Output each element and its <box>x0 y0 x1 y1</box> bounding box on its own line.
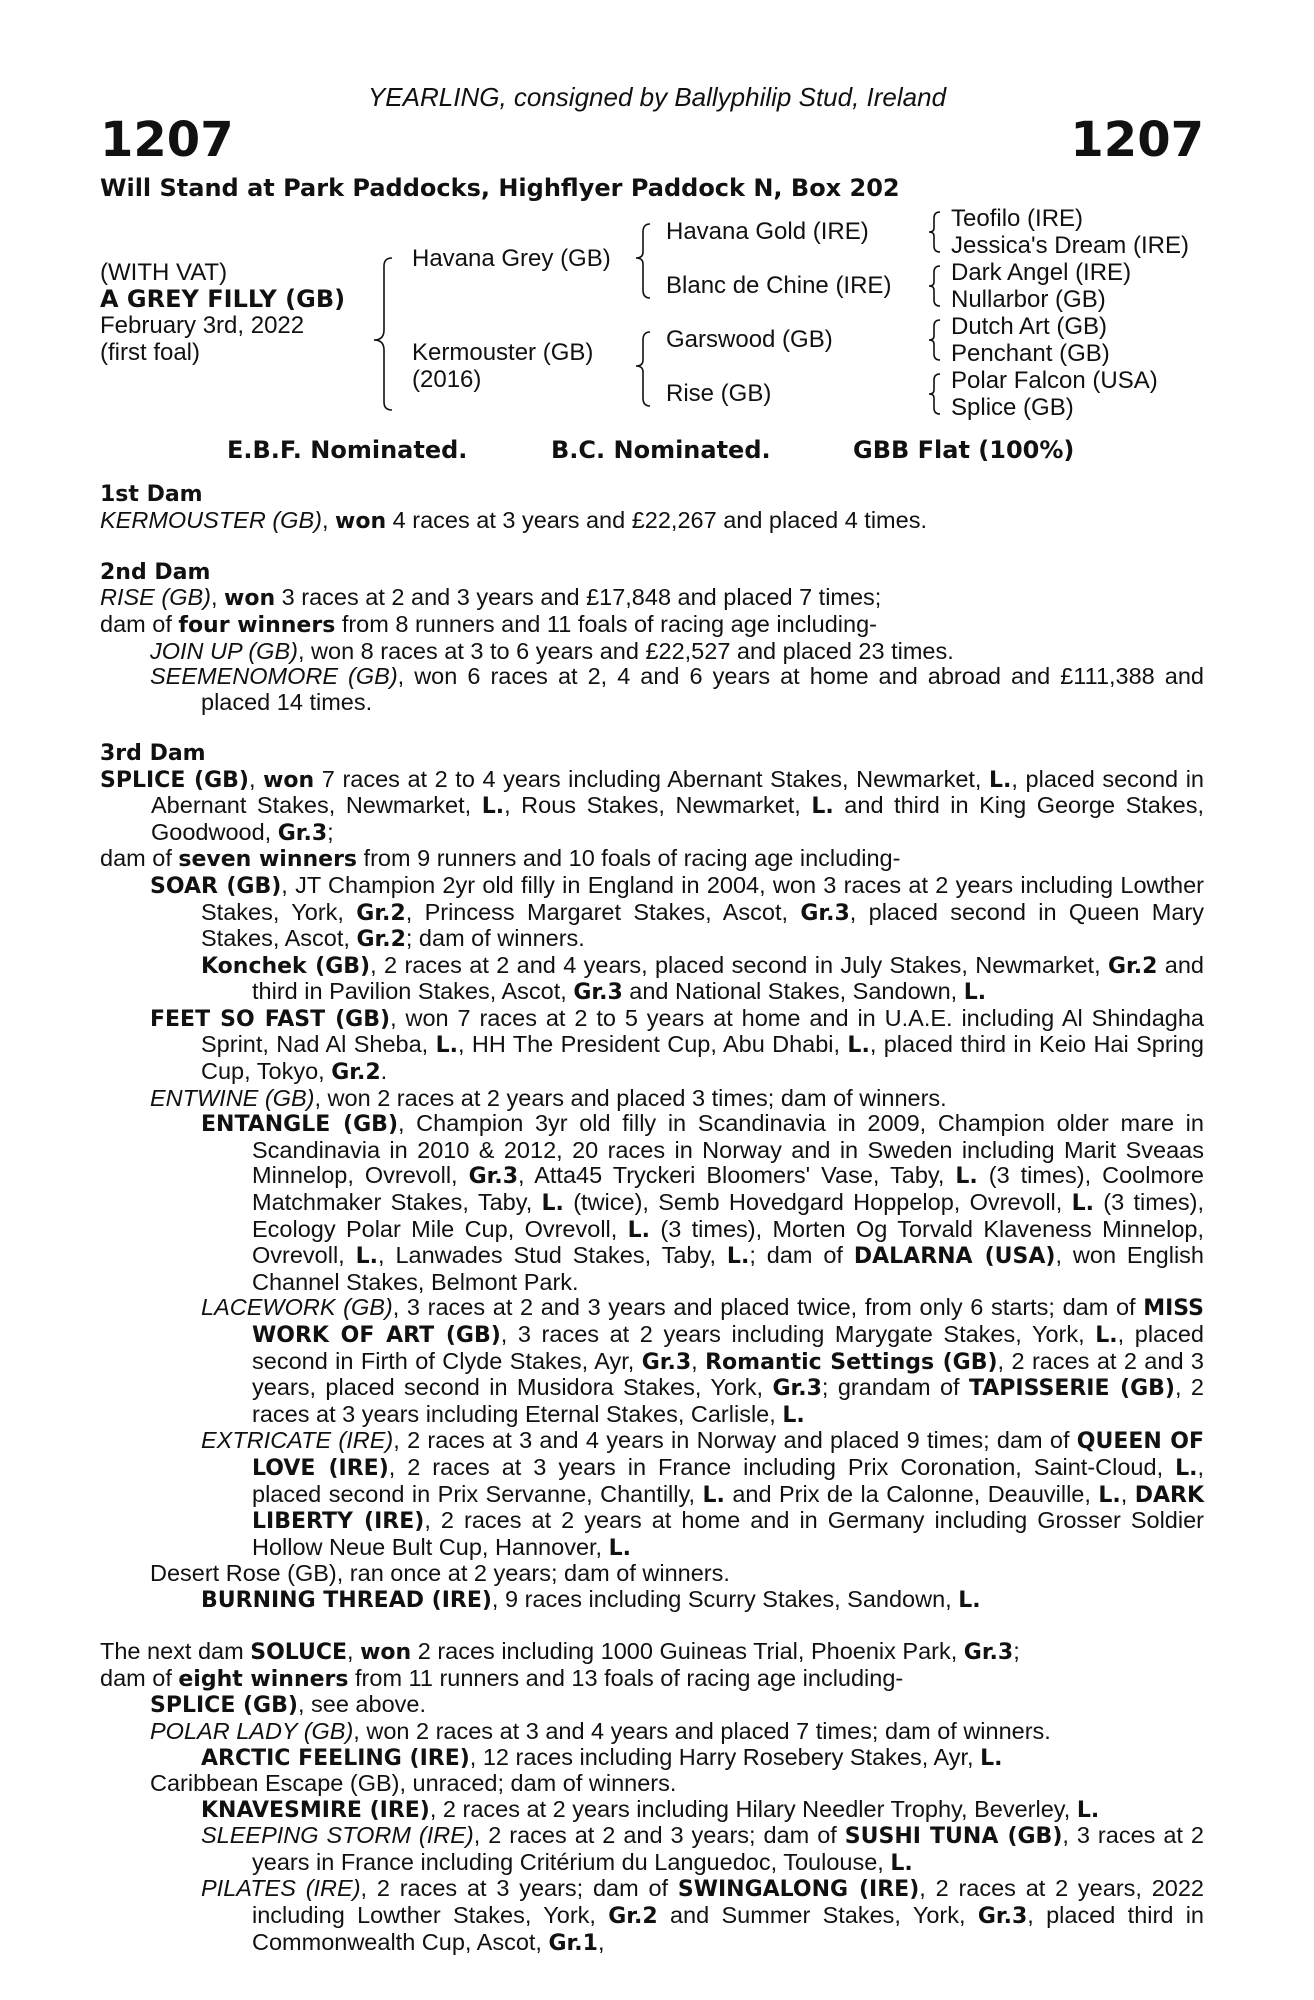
sire-name: Havana Grey (GB) <box>412 245 611 272</box>
sire-sire-name: Havana Gold (IRE) <box>666 218 869 245</box>
vat-note: (WITH VAT) <box>100 259 228 286</box>
gbb-nomination: GBB Flat (100%) <box>853 436 1075 464</box>
third-dam-record: SPLICE (GB), won 7 races at 2 to 4 years including Abernant Stakes, Newmarket, L., placed second in Abernant Stakes, Newmarket, L., Rous Stakes, Newmarket, L. and third in King George Stakes, Goodwood, Gr.3; <box>100 765 1204 846</box>
brace-g4 <box>929 374 940 414</box>
ebf-nomination: E.B.F. Nominated. <box>227 436 468 464</box>
foaling-date: February 3rd, 2022 <box>100 312 305 339</box>
produce-feet-so-fast: FEET SO FAST (GB), won 7 races at 2 to 5 years at home and in U.A.E. including Al Shindagha Sprint, Nad Al Sheba, L., HH The President Cup, Abu Dhabi, L., placed third in Keio Hai Spring Cup, Tokyo, Gr.2. <box>150 1004 1205 1086</box>
third-dam-heading: 3rd Dam <box>100 740 206 766</box>
lot-number-left: 1207 <box>100 112 234 168</box>
second-dam-record: RISE (GB), won 3 races at 2 and 3 years and £17,848 and placed 7 times; <box>100 584 882 612</box>
produce-knavesmire: KNAVESMIRE (IRE), 2 races at 2 years including Hilary Needler Trophy, Beverley, L. <box>201 1795 1100 1823</box>
grandsire-7: Polar Falcon (USA) <box>951 367 1158 394</box>
produce-arctic-feeling: ARCTIC FEELING (IRE), 12 races including Harry Rosebery Stakes, Ayr, L. <box>201 1743 1003 1771</box>
produce-polar-lady: POLAR LADY (GB), won 2 races at 3 and 4 years and placed 7 times; dam of winners. <box>150 1717 1051 1744</box>
brace-g2 <box>929 266 940 306</box>
third-dam-produce: dam of seven winners from 9 runners and 10 foals of racing age including- <box>100 845 901 873</box>
consignor-subtitle: YEARLING, consigned by Ballyphilip Stud, Ireland <box>367 82 947 112</box>
brace-main <box>374 258 392 410</box>
produce-burning-thread: BURNING THREAD (IRE), 9 races including Scurry Stakes, Sandown, L. <box>201 1585 981 1613</box>
dam-name: Kermouster (GB) <box>412 339 594 366</box>
grandsire-1: Teofilo (IRE) <box>951 205 1084 232</box>
produce-soar: SOAR (GB), JT Champion 2yr old filly in England in 2004, won 3 races at 2 years including Lowther Stakes, York, Gr.2, Princess Margaret Stakes, Ascot, Gr.3, placed second in Queen Mary Stakes, Ascot, Gr.2; dam of winners. <box>150 871 1204 953</box>
lot-number-right: 1207 <box>1070 112 1204 168</box>
grandsire-4: Nullarbor (GB) <box>951 286 1106 313</box>
first-dam-heading: 1st Dam <box>100 482 203 507</box>
sire-dam-name: Blanc de Chine (IRE) <box>666 272 892 299</box>
grandsire-6: Penchant (GB) <box>951 340 1110 367</box>
grandsire-8: Splice (GB) <box>951 394 1074 421</box>
dam-dam-name: Rise (GB) <box>666 380 772 407</box>
stand-location: Will Stand at Park Paddocks, Highflyer Paddock N, Box 202 <box>100 174 900 202</box>
produce-record <box>100 482 1204 1956</box>
produce-lacework: LACEWORK (GB), 3 races at 2 and 3 years and placed twice, from only 6 starts; dam of MISS WORK OF ART (GB), 3 races at 2 years including Marygate Stakes, York, L., placed second in Firth of Clyde Stakes, Ayr, Gr.3, Romantic Settings (GB), 2 races at 2 and 3 years, placed second in Musidora Stakes, York, Gr.3; grandam of TAPISSERIE (GB), 2 races at 3 years including Eternal Stakes, Carlisle, L. <box>201 1294 1204 1428</box>
produce-join-up: JOIN UP (GB), won 8 races at 3 to 6 years and £22,527 and placed 23 times. <box>150 637 954 664</box>
brace-dam <box>636 332 650 406</box>
produce-entangle: ENTANGLE (GB), Champion 3yr old filly in Scandinavia in 2009, Champion older mare in Scandinavia in 2010 & 2012, 20 races in Norway and in Sweden including Marit Sveaas Minnelop, Ovrevoll, Gr.3, Atta45 Tryckeri Bloomers' Vase, Taby, L. (3 times), Coolmore Matchmaker Stakes, Taby, L. (twice), Semb Hovedgard Hoppelop, Ovrevoll, L. (3 times), Ecology Polar Mile Cup, Ovrevoll, L. (3 times), Morten Og Torvald Klaveness Minnelop, Ovrevoll, L., Lanwades Stud Stakes, Taby, L.; dam of DALARNA (USA), won English Channel Stakes, Belmont Park. <box>201 1110 1204 1295</box>
pedigree-braces <box>0 0 1314 440</box>
produce-pilates: PILATES (IRE), 2 races at 3 years; dam of SWINGALONG (IRE), 2 races at 2 years, 2022 including Lowther Stakes, York, Gr.2 and Summer Stakes, York, Gr.3, placed third in Commonwealth Cup, Ascot, Gr.1, <box>201 1875 1204 1956</box>
grandsire-5: Dutch Art (GB) <box>951 313 1108 340</box>
dam-sire-name: Garswood (GB) <box>666 326 833 353</box>
next-dam-record: The next dam SOLUCE, won 2 races including 1000 Guineas Trial, Phoenix Park, Gr.3; <box>100 1638 1020 1666</box>
grandsire-2: Jessica's Dream (IRE) <box>951 232 1189 259</box>
produce-konchek: Konchek (GB), 2 races at 2 and 4 years, placed second in July Stakes, Newmarket, Gr.2 and third in Pavilion Stakes, Ascot, Gr.3 and National Stakes, Sandown, L. <box>201 951 1204 1006</box>
produce-splice: SPLICE (GB), see above. <box>150 1691 426 1719</box>
produce-desert-rose: Desert Rose (GB), ran once at 2 years; dam of winners. <box>150 1560 730 1587</box>
grandsire-3: Dark Angel (IRE) <box>951 259 1132 286</box>
brace-g3 <box>929 320 940 360</box>
second-dam-heading: 2nd Dam <box>100 559 211 585</box>
second-dam-produce: dam of four winners from 8 runners and 11 foals of racing age including- <box>100 610 877 638</box>
horse-name: A GREY FILLY (GB) <box>100 285 346 313</box>
next-dam-produce: dam of eight winners from 11 runners and 13 foals of racing age including- <box>100 1664 904 1692</box>
brace-g1 <box>929 212 940 252</box>
produce-entwine: ENTWINE (GB), won 2 races at 2 years and placed 3 times; dam of winners. <box>150 1084 947 1111</box>
produce-extricate: EXTRICATE (IRE), 2 races at 3 and 4 years in Norway and placed 9 times; dam of QUEEN OF LOVE (IRE), 2 races at 3 years in France including Prix Coronation, Saint-Cloud, L., placed second in Prix Servanne, Chantilly, L. and Prix de la Calonne, Deauville, L., DARK LIBERTY (IRE), 2 races at 2 years at home and in Germany including Grosser Soldier Hollow Neue Bult Cup, Hannover, L. <box>201 1427 1205 1561</box>
produce-sleeping-storm: SLEEPING STORM (IRE), 2 races at 2 and 3 years; dam of SUSHI TUNA (GB), 3 races at 2 years in France including Critérium du Languedoc, Toulouse, L. <box>201 1822 1205 1876</box>
brace-sire <box>636 224 650 298</box>
produce-seemenomore: SEEMENOMORE (GB), won 6 races at 2, 4 and 6 years at home and abroad and £111,388 and placed 14 times. <box>150 663 1204 715</box>
bc-nomination: B.C. Nominated. <box>551 436 771 464</box>
dam-year: (2016) <box>412 366 482 393</box>
produce-caribbean-escape: Caribbean Escape (GB), unraced; dam of winners. <box>150 1770 677 1797</box>
first-dam-record: KERMOUSTER (GB), won 4 races at 3 years and £22,267 and placed 4 times. <box>100 506 927 534</box>
foal-note: (first foal) <box>100 339 201 366</box>
